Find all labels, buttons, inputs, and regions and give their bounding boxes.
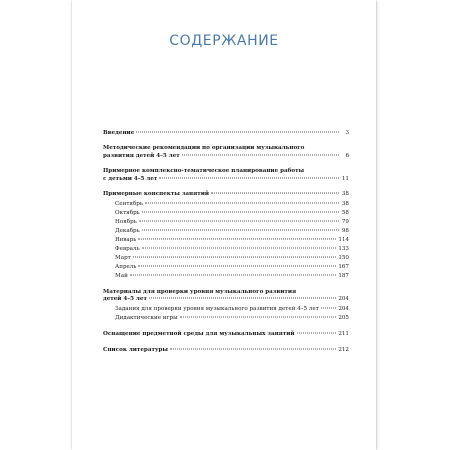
dot-leader: [139, 221, 339, 222]
toc-group: [103, 191, 349, 281]
dot-leader: [159, 177, 339, 178]
toc-subentry[interactable]: [103, 272, 349, 281]
toc-subentry-label: Декабрь: [115, 228, 140, 235]
toc-subentry[interactable]: [103, 236, 349, 245]
toc-entry-label-line2: развития детей 4–5 лет: [103, 152, 180, 159]
toc-group: [103, 145, 349, 160]
toc-entry-label-line2: детей 4–5 лет: [103, 296, 147, 302]
toc-page-number: 3: [345, 130, 349, 136]
toc-group: [103, 331, 349, 338]
toc-entry-label-line2: с детьми 4–5 лет: [103, 175, 158, 182]
toc-entry-label-line1: Примерное комплексно-тематическое планирование работы: [103, 168, 305, 175]
toc-group: [103, 168, 349, 183]
toc-page-number: 205: [338, 315, 349, 322]
dot-leader: [211, 193, 339, 194]
dot-leader: [170, 348, 336, 349]
toc-subentry-label: Февраль: [115, 245, 140, 252]
toc-subentry[interactable]: [103, 245, 349, 254]
toc-subentry[interactable]: [103, 263, 349, 272]
document-page: [72, 0, 376, 450]
toc-page-number: 211: [338, 331, 349, 338]
toc-subentry[interactable]: [103, 200, 349, 209]
toc-subentry-label: Апрель: [115, 263, 137, 270]
toc-entry[interactable]: [103, 191, 349, 198]
toc-entry-label: Список литературы: [103, 346, 169, 353]
toc-entry[interactable]: [103, 347, 349, 354]
toc-entry[interactable]: [103, 168, 349, 183]
toc-group: [103, 347, 349, 354]
toc-subentries: [103, 305, 349, 323]
toc-group: [103, 130, 349, 137]
dot-leader: [142, 230, 339, 231]
dot-leader: [142, 247, 337, 248]
dot-leader: [138, 265, 336, 266]
toc-subentry[interactable]: [103, 218, 349, 227]
toc-entry[interactable]: [103, 130, 349, 137]
toc-entry[interactable]: [103, 145, 349, 160]
toc-subentry-label: Сентябрь: [115, 201, 143, 208]
toc-page-number: 79: [341, 219, 349, 226]
dot-leader: [142, 212, 339, 213]
toc-subentry-label: Октябрь: [115, 210, 140, 217]
toc-page-number: 167: [338, 263, 349, 270]
table-of-contents: [103, 130, 349, 362]
dot-leader: [180, 317, 337, 318]
dot-leader: [321, 308, 336, 309]
dot-leader: [182, 154, 339, 155]
dot-leader: [145, 203, 339, 204]
toc-page-number: 204: [338, 306, 349, 313]
toc-subentry[interactable]: [103, 314, 349, 323]
toc-page-number: 133: [338, 245, 349, 252]
toc-subentry-label: Задания для проверки уровня музыкального развития детей 4–5 лет: [115, 306, 319, 313]
toc-subentry-label: Май: [115, 272, 128, 279]
toc-subentry[interactable]: [103, 305, 349, 314]
toc-subentry-label: Ноябрь: [115, 219, 137, 226]
toc-page-number: 6: [345, 152, 349, 159]
toc-entry-label-line1: Методические рекомендации по организации музыкального: [103, 145, 305, 152]
toc-subentry-label: Январь: [115, 237, 137, 244]
toc-page-number: 38: [341, 191, 349, 198]
toc-subentry[interactable]: [103, 254, 349, 263]
dot-leader: [149, 298, 336, 299]
toc-subentry-label: Март: [115, 254, 131, 261]
toc-subentries: [103, 200, 349, 280]
toc-page-number: 187: [338, 272, 349, 279]
dot-leader: [130, 274, 337, 275]
dot-leader: [297, 333, 337, 334]
dot-leader: [133, 256, 337, 257]
toc-entry[interactable]: [103, 289, 349, 304]
toc-entry[interactable]: [103, 331, 349, 338]
toc-subentry-label: Дидактические игры: [115, 315, 178, 322]
page-title: СОДЕРЖАНИЕ: [169, 33, 279, 49]
dot-leader: [136, 132, 339, 133]
toc-page-number: 114: [338, 237, 349, 244]
toc-page-number: 11: [341, 175, 349, 182]
toc-entry-label: Введение: [103, 130, 135, 136]
toc-group: [103, 289, 349, 324]
toc-page-number: 38: [341, 201, 349, 208]
toc-page-number: 58: [341, 210, 349, 217]
toc-subentry[interactable]: [103, 209, 349, 218]
toc-entry-label-line1: Материалы для проверки уровня музыкального развития: [103, 288, 297, 295]
dot-leader: [138, 239, 336, 240]
toc-page-number: 98: [341, 228, 349, 235]
toc-page-number: 150: [338, 254, 349, 261]
toc-page-number: 204: [338, 296, 349, 302]
toc-entry-label: Примерные конспекты занятий: [103, 191, 210, 198]
toc-subentry[interactable]: [103, 227, 349, 236]
toc-page-number: 212: [338, 346, 349, 353]
toc-entry-label: Оснащение предметной среды для музыкальных занятий: [103, 331, 295, 338]
